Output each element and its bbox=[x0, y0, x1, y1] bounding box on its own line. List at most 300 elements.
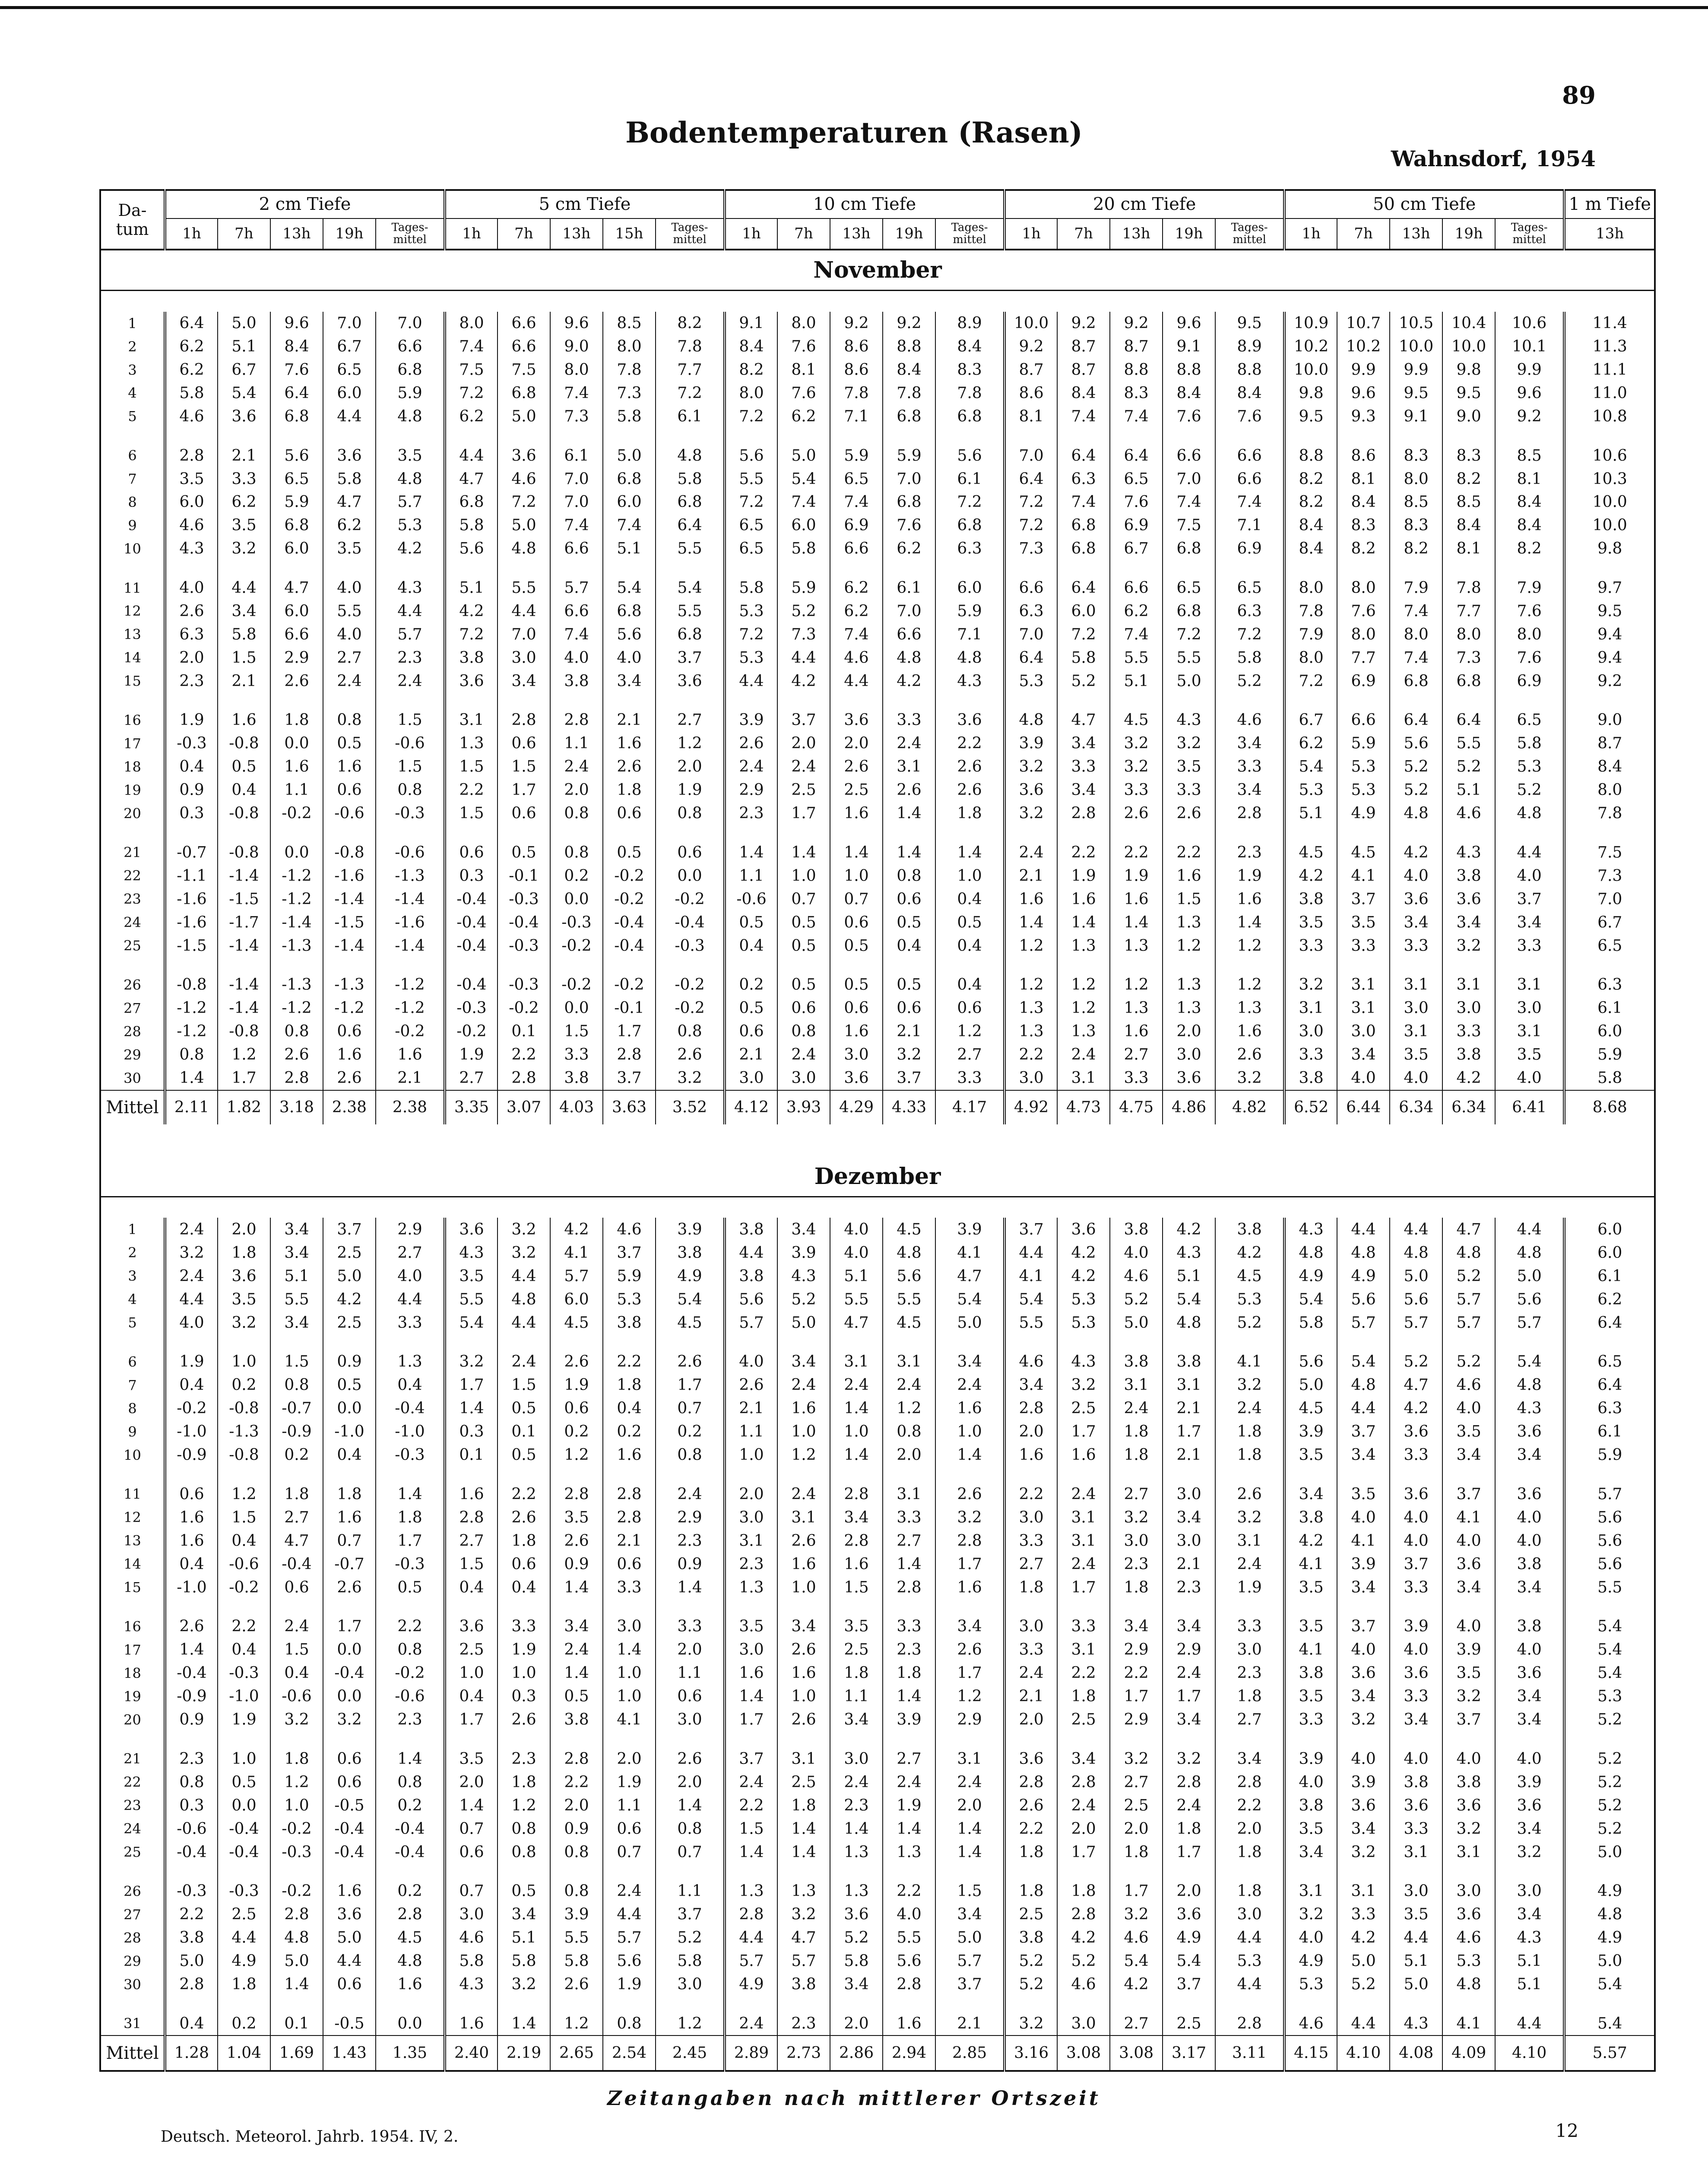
gap-cell bbox=[498, 1996, 550, 2012]
data-cell: 6.4 bbox=[1057, 576, 1110, 600]
table-row bbox=[100, 1350, 1655, 1374]
data-cell: 2.2 bbox=[1005, 1482, 1057, 1506]
data-cell: 7.0 bbox=[1005, 623, 1057, 646]
data-cell: 4.6 bbox=[603, 1218, 656, 1241]
gap-cell bbox=[498, 693, 550, 709]
data-cell: 0.2 bbox=[376, 1794, 445, 1817]
table-row bbox=[100, 382, 1655, 405]
data-cell: 0.5 bbox=[777, 973, 830, 997]
data-cell: -0.5 bbox=[323, 1794, 376, 1817]
day-number: 20 bbox=[124, 1711, 141, 1728]
data-cell: 5.0 bbox=[1110, 1311, 1163, 1334]
mittel-cell: 1.82 bbox=[218, 1090, 270, 1124]
data-cell: 2.3 bbox=[883, 1638, 935, 1662]
data-cell: 3.9 bbox=[1442, 1638, 1495, 1662]
data-cell: 1.8 bbox=[218, 1241, 270, 1264]
data-cell: 1.8 bbox=[830, 1662, 883, 1685]
data-cell: 1.8 bbox=[1110, 1840, 1163, 1864]
data-cell: 1.5 bbox=[218, 646, 270, 669]
data-cell: 3.1 bbox=[445, 709, 498, 732]
data-cell: 3.5 bbox=[1337, 911, 1390, 934]
gap-cell bbox=[218, 1599, 270, 1615]
data-cell: 2.4 bbox=[656, 1482, 725, 1506]
gap-cell bbox=[1110, 428, 1163, 444]
data-cell: 1.6 bbox=[445, 1482, 498, 1506]
data-cell: 3.2 bbox=[1110, 755, 1163, 779]
data-cell: 3.4 bbox=[1442, 1576, 1495, 1599]
day-number: 16 bbox=[124, 1618, 141, 1635]
gap-cell bbox=[656, 1334, 725, 1350]
day-number: 18 bbox=[124, 758, 141, 775]
data-cell: 2.9 bbox=[725, 779, 777, 802]
data-cell: 5.6 bbox=[725, 444, 777, 467]
data-cell: 5.1 bbox=[1284, 802, 1337, 825]
data-cell: 1.6 bbox=[777, 1552, 830, 1576]
gap-cell bbox=[1442, 560, 1495, 576]
data-cell: 4.4 bbox=[1495, 841, 1564, 864]
data-cell: 0.6 bbox=[830, 911, 883, 934]
data-cell: 3.0 bbox=[725, 1638, 777, 1662]
data-cell: 3.5 bbox=[218, 1288, 270, 1311]
data-cell: 5.6 bbox=[1390, 732, 1442, 755]
gap-cell bbox=[1057, 1864, 1110, 1880]
data-cell: 4.4 bbox=[498, 600, 550, 623]
data-cell: 3.6 bbox=[323, 1903, 376, 1926]
data-cell: 10.0 bbox=[1390, 335, 1442, 358]
data-cell: 2.2 bbox=[1005, 1043, 1057, 1067]
header-group-4: 50 cm Tiefe bbox=[1284, 190, 1564, 218]
gap-cell bbox=[550, 693, 603, 709]
mittel-cell: 3.17 bbox=[1163, 2036, 1215, 2071]
gap-cell bbox=[218, 428, 270, 444]
data-cell: 5.0 bbox=[1163, 669, 1215, 693]
data-cell: 0.5 bbox=[218, 1770, 270, 1794]
data-cell: 6.0 bbox=[1057, 600, 1110, 623]
data-cell: 5.8 bbox=[323, 467, 376, 491]
day-number: 19 bbox=[124, 782, 141, 798]
data-cell: -0.4 bbox=[323, 1840, 376, 1864]
data-cell: 0.2 bbox=[218, 1374, 270, 1397]
data-cell: 1.4 bbox=[935, 1817, 1005, 1840]
data-cell: -0.1 bbox=[498, 864, 550, 887]
folio-number: 12 bbox=[1555, 2120, 1578, 2141]
data-cell: -0.3 bbox=[376, 802, 445, 825]
data-cell: 1.4 bbox=[165, 1067, 218, 1090]
data-cell: -0.8 bbox=[218, 1397, 270, 1420]
data-cell: 4.1 bbox=[1215, 1350, 1284, 1374]
table-row bbox=[100, 491, 1655, 514]
data-cell: 6.4 bbox=[656, 514, 725, 537]
gap-cell bbox=[1215, 825, 1284, 841]
data-cell: 2.0 bbox=[1057, 1817, 1110, 1840]
data-cell: 1.7 bbox=[1110, 1880, 1163, 1903]
data-cell: 4.7 bbox=[1390, 1374, 1442, 1397]
data-cell: 7.6 bbox=[1163, 405, 1215, 428]
data-cell: 4.0 bbox=[165, 1311, 218, 1334]
table-row bbox=[100, 1950, 1655, 1973]
data-cell: 3.5 bbox=[725, 1615, 777, 1638]
data-cell: 9.5 bbox=[1284, 405, 1337, 428]
data-cell: 2.6 bbox=[498, 1708, 550, 1732]
table-row bbox=[100, 1903, 1655, 1926]
data-cell: -0.9 bbox=[165, 1685, 218, 1708]
data-cell: 3.4 bbox=[1442, 1444, 1495, 1467]
gap-cell bbox=[725, 825, 777, 841]
gap-cell bbox=[1215, 1864, 1284, 1880]
data-cell: 1.5 bbox=[445, 755, 498, 779]
data-cell: 2.0 bbox=[550, 1794, 603, 1817]
data-cell: 0.6 bbox=[935, 997, 1005, 1020]
data-cell: 1.1 bbox=[656, 1662, 725, 1685]
data-cell: 6.2 bbox=[165, 335, 218, 358]
data-cell: 4.8 bbox=[1390, 1241, 1442, 1264]
gap-cell bbox=[1215, 428, 1284, 444]
data-cell: 3.6 bbox=[1057, 1218, 1110, 1241]
data-cell: 3.1 bbox=[1337, 997, 1390, 1020]
data-cell: 3.8 bbox=[1284, 887, 1337, 911]
data-cell: 1.8 bbox=[1110, 1444, 1163, 1467]
data-cell: 5.2 bbox=[1564, 1770, 1655, 1794]
data-cell: 4.9 bbox=[218, 1950, 270, 1973]
data-cell: 2.2 bbox=[1057, 1662, 1110, 1685]
data-cell: 1.8 bbox=[1215, 1420, 1284, 1444]
data-cell: 1.6 bbox=[270, 755, 323, 779]
data-cell: 4.4 bbox=[1337, 2012, 1390, 2036]
data-cell: 7.0 bbox=[323, 312, 376, 335]
data-cell: 5.4 bbox=[1495, 1350, 1564, 1374]
data-cell: 5.1 bbox=[218, 335, 270, 358]
data-cell: 5.8 bbox=[1215, 646, 1284, 669]
data-cell: 5.2 bbox=[1564, 1708, 1655, 1732]
gap-cell bbox=[1442, 1467, 1495, 1483]
data-cell: 1.4 bbox=[656, 1794, 725, 1817]
data-cell: 5.4 bbox=[656, 576, 725, 600]
data-cell: -1.2 bbox=[165, 997, 218, 1020]
data-cell: 1.2 bbox=[1163, 934, 1215, 957]
gap-cell bbox=[1390, 693, 1442, 709]
data-cell: 2.2 bbox=[1057, 841, 1110, 864]
mittel-cell: 5.57 bbox=[1564, 2036, 1655, 2071]
data-cell: 7.8 bbox=[935, 382, 1005, 405]
data-cell: 1.6 bbox=[1110, 887, 1163, 911]
data-cell: 5.8 bbox=[1495, 732, 1564, 755]
data-cell: 2.6 bbox=[550, 1973, 603, 1996]
gap-cell bbox=[376, 693, 445, 709]
table-row bbox=[100, 405, 1655, 428]
header-col-1-4: Tages- mittel bbox=[656, 218, 725, 250]
data-cell: 8.4 bbox=[725, 335, 777, 358]
mittel-cell: 2.38 bbox=[376, 1090, 445, 1124]
header-col-3-4: Tages- mittel bbox=[1215, 218, 1284, 250]
day-number: 24 bbox=[124, 1820, 141, 1837]
data-cell: 4.4 bbox=[218, 576, 270, 600]
data-cell: 1.3 bbox=[1163, 997, 1215, 1020]
data-cell: 3.0 bbox=[1495, 1880, 1564, 1903]
gap-cell bbox=[1005, 1732, 1057, 1747]
data-cell: 7.0 bbox=[883, 600, 935, 623]
data-cell: 6.8 bbox=[498, 382, 550, 405]
data-cell: -0.8 bbox=[218, 732, 270, 755]
data-cell: 7.4 bbox=[1390, 600, 1442, 623]
data-cell: 1.6 bbox=[935, 1397, 1005, 1420]
data-cell: 4.0 bbox=[1495, 1638, 1564, 1662]
data-cell: 3.0 bbox=[1005, 1067, 1057, 1090]
data-cell: -0.8 bbox=[218, 841, 270, 864]
data-cell: 1.2 bbox=[1110, 973, 1163, 997]
data-cell: 1.0 bbox=[935, 1420, 1005, 1444]
data-cell: 5.6 bbox=[1337, 1288, 1390, 1311]
data-cell: 3.3 bbox=[1110, 779, 1163, 802]
data-cell: 3.7 bbox=[1390, 1552, 1442, 1576]
data-cell: 1.0 bbox=[270, 1794, 323, 1817]
data-cell: 2.1 bbox=[1163, 1444, 1215, 1467]
gap-cell bbox=[1337, 428, 1390, 444]
data-cell: 6.5 bbox=[725, 514, 777, 537]
data-cell: 3.5 bbox=[1284, 1576, 1337, 1599]
data-cell: 3.1 bbox=[1390, 1020, 1442, 1043]
data-cell: 3.4 bbox=[1390, 911, 1442, 934]
gap-cell bbox=[1005, 1467, 1057, 1483]
data-cell: 5.8 bbox=[550, 1950, 603, 1973]
data-cell: 7.4 bbox=[550, 623, 603, 646]
gap-cell bbox=[603, 428, 656, 444]
data-cell: 7.0 bbox=[376, 312, 445, 335]
data-cell: 3.3 bbox=[1057, 1615, 1110, 1638]
data-cell: 3.3 bbox=[1442, 1020, 1495, 1043]
data-cell: 1.7 bbox=[725, 1708, 777, 1732]
data-cell: 3.3 bbox=[1337, 934, 1390, 957]
gap-cell bbox=[218, 825, 270, 841]
data-cell: 6.5 bbox=[1564, 1350, 1655, 1374]
mittel-cell: 6.34 bbox=[1390, 1090, 1442, 1124]
data-cell: 6.3 bbox=[1215, 600, 1284, 623]
table-row bbox=[100, 1794, 1655, 1817]
data-cell: 6.6 bbox=[498, 335, 550, 358]
data-cell: 6.7 bbox=[323, 335, 376, 358]
data-cell: 0.4 bbox=[323, 1444, 376, 1467]
data-cell: 3.6 bbox=[323, 444, 376, 467]
data-cell: 3.9 bbox=[883, 1708, 935, 1732]
day-number: 5 bbox=[128, 408, 137, 425]
data-cell: 3.8 bbox=[445, 646, 498, 669]
data-cell: 6.9 bbox=[1495, 669, 1564, 693]
table-row bbox=[100, 887, 1655, 911]
day-number: 17 bbox=[124, 1641, 141, 1658]
mittel-cell: 2.54 bbox=[603, 2036, 656, 2071]
data-cell: -0.8 bbox=[218, 1444, 270, 1467]
data-cell: 5.4 bbox=[1284, 1288, 1337, 1311]
data-cell: 4.4 bbox=[777, 646, 830, 669]
data-cell: 3.4 bbox=[270, 1218, 323, 1241]
data-cell: 2.1 bbox=[376, 1067, 445, 1090]
data-cell: 4.5 bbox=[656, 1311, 725, 1334]
mittel-cell: 8.68 bbox=[1564, 1090, 1655, 1124]
mittel-cell: 3.93 bbox=[777, 1090, 830, 1124]
data-cell: 2.8 bbox=[603, 1482, 656, 1506]
data-cell: 1.1 bbox=[603, 1794, 656, 1817]
table-row bbox=[100, 1444, 1655, 1467]
data-cell: 3.5 bbox=[1284, 1444, 1337, 1467]
data-cell: 5.7 bbox=[725, 1311, 777, 1334]
data-cell: 3.0 bbox=[725, 1506, 777, 1529]
gap-cell bbox=[935, 1732, 1005, 1747]
data-cell: -0.4 bbox=[445, 887, 498, 911]
table-row bbox=[100, 335, 1655, 358]
gap-cell bbox=[323, 428, 376, 444]
data-cell: 3.9 bbox=[656, 1218, 725, 1241]
data-cell: 6.6 bbox=[550, 600, 603, 623]
gap-cell bbox=[1163, 1732, 1215, 1747]
gap-cell bbox=[1284, 560, 1337, 576]
header-col-0-1: 7h bbox=[218, 218, 270, 250]
data-cell: 5.0 bbox=[777, 444, 830, 467]
day-number: 20 bbox=[124, 805, 141, 822]
data-cell: -0.4 bbox=[165, 1840, 218, 1864]
data-cell: 0.7 bbox=[445, 1880, 498, 1903]
data-cell: -1.0 bbox=[165, 1576, 218, 1599]
data-cell: 2.4 bbox=[1215, 1552, 1284, 1576]
data-cell: 8.8 bbox=[883, 335, 935, 358]
data-cell: 5.5 bbox=[445, 1288, 498, 1311]
data-cell: 1.8 bbox=[1057, 1685, 1110, 1708]
data-cell: 5.8 bbox=[656, 467, 725, 491]
data-cell: 0.6 bbox=[323, 1020, 376, 1043]
data-cell: 3.2 bbox=[1110, 1903, 1163, 1926]
data-cell: 6.2 bbox=[883, 537, 935, 560]
data-cell: 6.5 bbox=[830, 467, 883, 491]
header-col-0-3: 19h bbox=[323, 218, 376, 250]
data-cell: 3.6 bbox=[830, 709, 883, 732]
data-cell: 1.5 bbox=[725, 1817, 777, 1840]
data-cell: 4.6 bbox=[1442, 1926, 1495, 1950]
data-cell: 4.5 bbox=[376, 1926, 445, 1950]
data-cell: 2.5 bbox=[218, 1903, 270, 1926]
data-cell: 1.3 bbox=[376, 1350, 445, 1374]
gap-cell bbox=[656, 428, 725, 444]
data-cell: 5.8 bbox=[165, 382, 218, 405]
data-cell: 1.8 bbox=[603, 1374, 656, 1397]
data-cell: 4.8 bbox=[1495, 802, 1564, 825]
data-cell: 3.9 bbox=[1337, 1770, 1390, 1794]
data-cell: 5.8 bbox=[656, 1950, 725, 1973]
mittel-cell: 1.28 bbox=[165, 2036, 218, 2071]
data-cell: 8.7 bbox=[1057, 358, 1110, 382]
data-cell: 5.6 bbox=[883, 1950, 935, 1973]
gap-cell bbox=[725, 428, 777, 444]
header-col-4-0: 1h bbox=[1284, 218, 1337, 250]
data-cell: 6.3 bbox=[935, 537, 1005, 560]
data-cell: -0.3 bbox=[656, 934, 725, 957]
data-cell: 2.6 bbox=[1215, 1043, 1284, 1067]
data-cell: 9.9 bbox=[1337, 358, 1390, 382]
gap-cell bbox=[1215, 1996, 1284, 2012]
data-cell: 3.2 bbox=[1495, 1840, 1564, 1864]
data-cell: 3.1 bbox=[777, 1747, 830, 1770]
day-number: 25 bbox=[124, 1844, 141, 1861]
day-number: 10 bbox=[124, 1447, 141, 1463]
data-cell: 3.4 bbox=[270, 1241, 323, 1264]
day-number: 9 bbox=[128, 1423, 137, 1440]
data-cell: 2.0 bbox=[603, 1747, 656, 1770]
data-cell: 3.3 bbox=[1390, 1576, 1442, 1599]
data-cell: 8.1 bbox=[1442, 537, 1495, 560]
data-cell: 5.4 bbox=[1564, 1615, 1655, 1638]
mittel-cell: 4.73 bbox=[1057, 1090, 1110, 1124]
data-cell: -0.3 bbox=[376, 1552, 445, 1576]
data-cell: 0.0 bbox=[323, 1397, 376, 1420]
data-cell: 7.4 bbox=[777, 491, 830, 514]
gap-cell bbox=[656, 1996, 725, 2012]
data-cell: 5.3 bbox=[725, 600, 777, 623]
data-cell: -0.8 bbox=[165, 973, 218, 997]
data-cell: 5.5 bbox=[1564, 1576, 1655, 1599]
data-cell: 2.8 bbox=[270, 1903, 323, 1926]
data-cell: 3.4 bbox=[1337, 1817, 1390, 1840]
data-cell: 3.6 bbox=[1163, 1067, 1215, 1090]
data-cell: 4.0 bbox=[603, 646, 656, 669]
data-cell: 9.4 bbox=[1564, 646, 1655, 669]
data-cell: 1.4 bbox=[1110, 911, 1163, 934]
data-cell: 5.2 bbox=[1442, 755, 1495, 779]
data-cell: -0.3 bbox=[270, 1840, 323, 1864]
data-cell: -0.4 bbox=[323, 1662, 376, 1685]
data-cell: 10.3 bbox=[1564, 467, 1655, 491]
data-cell: 1.9 bbox=[218, 1708, 270, 1732]
mittel-cell: 4.03 bbox=[550, 1090, 603, 1124]
data-cell: 5.3 bbox=[1215, 1288, 1284, 1311]
data-cell: 4.4 bbox=[1337, 1218, 1390, 1241]
data-cell: 4.3 bbox=[1495, 1926, 1564, 1950]
data-cell: 3.4 bbox=[830, 1973, 883, 1996]
gap-cell bbox=[777, 1732, 830, 1747]
data-cell: 1.4 bbox=[883, 841, 935, 864]
data-cell: 0.6 bbox=[498, 1552, 550, 1576]
data-cell: 11.1 bbox=[1564, 358, 1655, 382]
gap-cell bbox=[1284, 825, 1337, 841]
data-cell: 3.7 bbox=[603, 1067, 656, 1090]
data-cell: 4.8 bbox=[376, 1950, 445, 1973]
data-cell: 3.4 bbox=[1163, 1708, 1215, 1732]
data-cell: 2.8 bbox=[883, 1973, 935, 1996]
data-cell: 0.6 bbox=[445, 1840, 498, 1864]
gap-cell bbox=[603, 1732, 656, 1747]
gap-cell bbox=[550, 1732, 603, 1747]
data-cell: 2.0 bbox=[165, 646, 218, 669]
data-cell: 5.9 bbox=[883, 444, 935, 467]
table-row bbox=[100, 1770, 1655, 1794]
data-cell: 1.6 bbox=[830, 1552, 883, 1576]
data-cell: 5.7 bbox=[376, 623, 445, 646]
data-cell: -0.3 bbox=[550, 911, 603, 934]
data-cell: 8.4 bbox=[1057, 382, 1110, 405]
data-cell: 2.3 bbox=[1110, 1552, 1163, 1576]
data-cell: 8.7 bbox=[1005, 358, 1057, 382]
data-cell: 5.2 bbox=[1057, 1950, 1110, 1973]
data-cell: 4.4 bbox=[498, 1264, 550, 1288]
day-number: 11 bbox=[124, 579, 141, 596]
data-cell: 2.6 bbox=[777, 1638, 830, 1662]
data-cell: 4.9 bbox=[725, 1973, 777, 1996]
gap-cell bbox=[323, 1467, 376, 1483]
data-cell: 3.9 bbox=[1337, 1552, 1390, 1576]
spacer bbox=[100, 1197, 1655, 1218]
data-cell: -0.2 bbox=[603, 864, 656, 887]
data-cell: 3.9 bbox=[935, 1218, 1005, 1241]
gap-cell bbox=[725, 1864, 777, 1880]
data-cell: 5.7 bbox=[1442, 1311, 1495, 1334]
data-cell: 5.3 bbox=[1057, 1311, 1110, 1334]
data-cell: 2.7 bbox=[445, 1067, 498, 1090]
